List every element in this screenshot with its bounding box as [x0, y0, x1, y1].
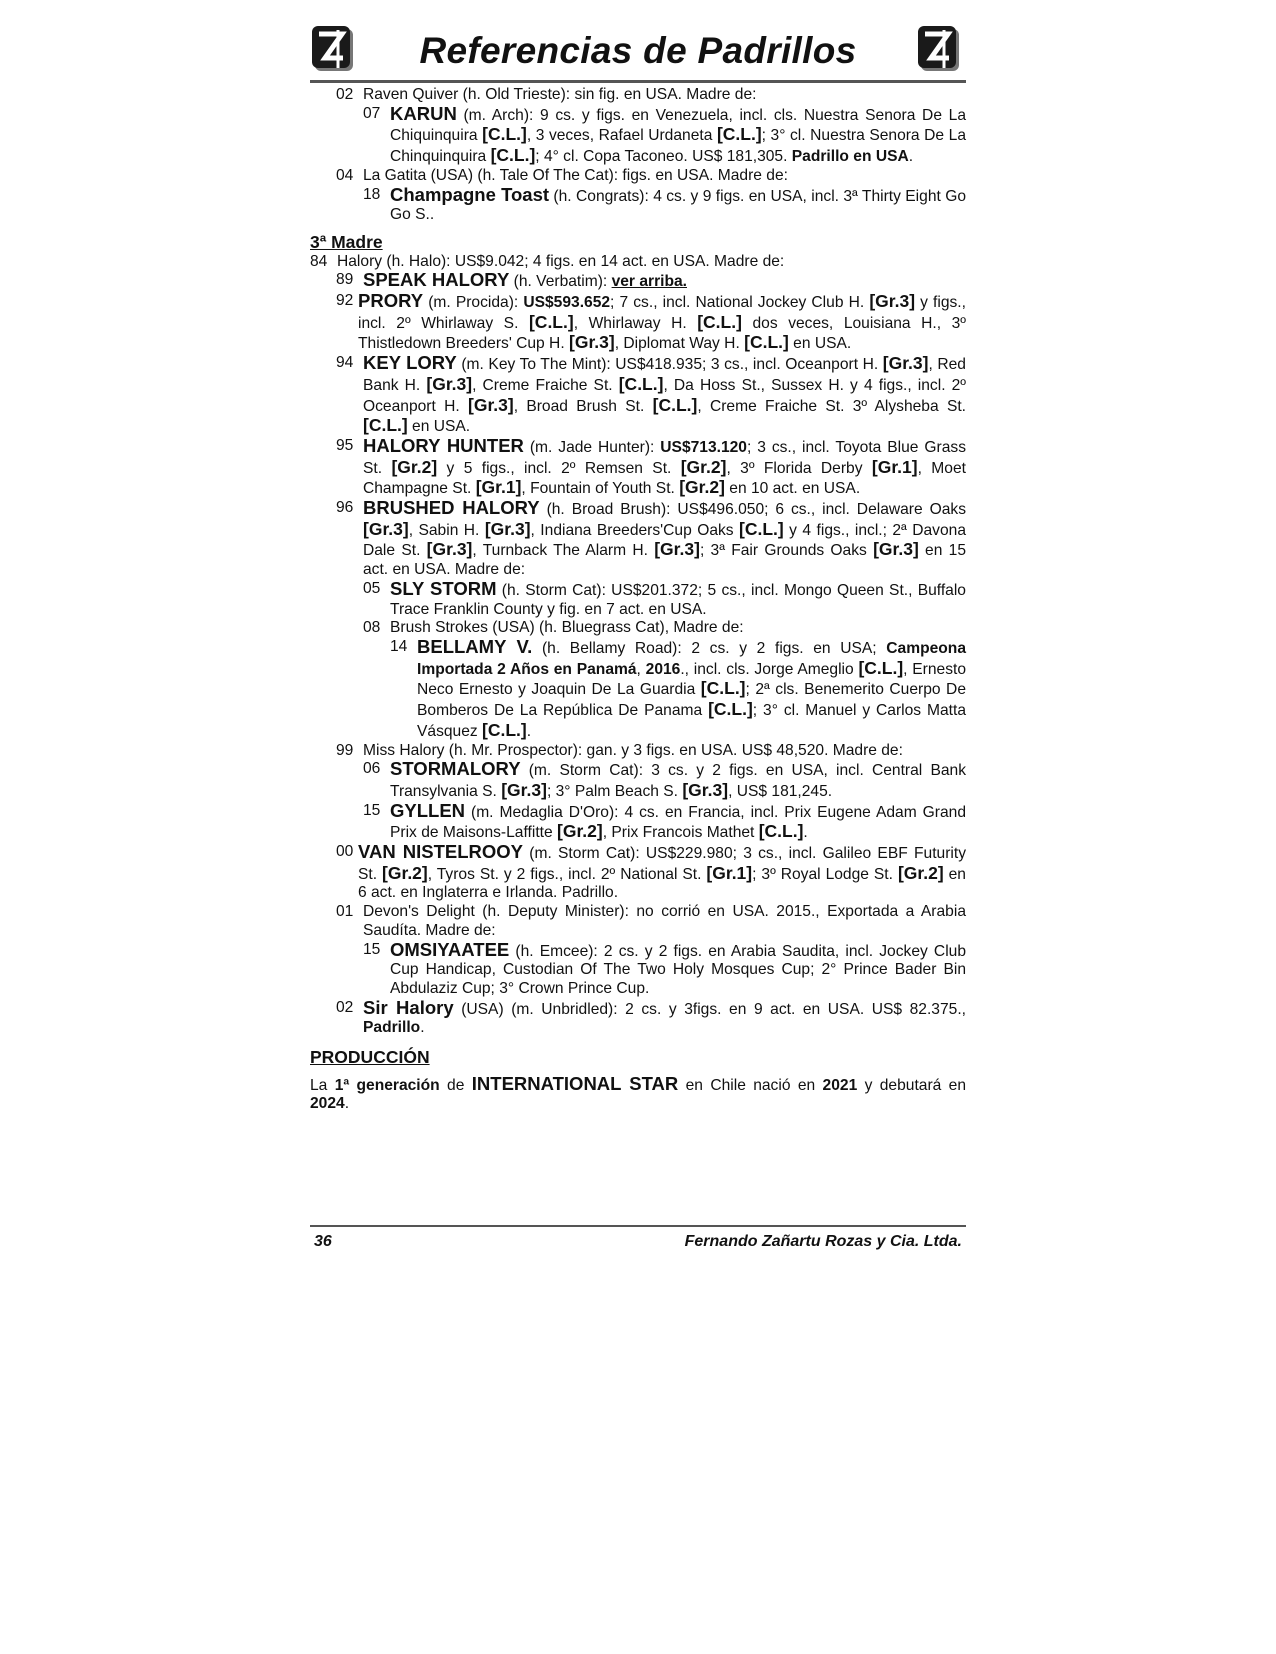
pedigree-entry: 06 STORMALORY (m. Storm Cat): 3 cs. y 2 figs. en USA, incl. Central Bank Transylvania S. [Gr.3]; 3° Palm Beach S. [Gr.3], US$ 181,245. — [363, 758, 966, 800]
pedigree-entry: 95 HALORY HUNTER (m. Jade Hunter): US$713.120; 3 cs., incl. Toyota Blue Grass St. [Gr.2] y 5 figs., incl. 2º Remsen St. [Gr.2], 3º Florida Derby [Gr.1], Moet Champagne St. [Gr.1], Fountain of Youth St. [Gr.2] en 10 act. en USA. — [336, 434, 966, 498]
pedigree-entry: 04 La Gatita (USA) (h. Tale Of The Cat): figs. en USA. Madre de: — [336, 166, 788, 184]
page — [310, 22, 966, 1114]
pedigree-entry: 02 Raven Quiver (h. Old Trieste): sin fig. en USA. Madre de: — [336, 86, 757, 103]
company-name: Fernando Zañartu Rozas y Cia. Ltda. — [684, 1233, 962, 1250]
page-footer — [310, 1225, 966, 1250]
pedigree-entry: 94 KEY LORY (m. Key To The Mint): US$418.935; 3 cs., incl. Oceanport H. [Gr.3], Red Bank H. [Gr.3], Creme Fraiche St. [C.L.], Da Hoss St., Sussex H. y 4 figs., incl. 2º Oceanport H. [Gr.3], Broad Brush St. [C.L.], Creme Fraiche St. 3º Alysheba St. [C.L.] en USA. — [336, 352, 967, 436]
pedigree-entry: 08 Brush Strokes (USA) (h. Bluegrass Cat), Madre de: — [363, 619, 744, 637]
pedigree-entry: 92 PRORY (m. Procida): US$593.652; 7 cs., incl. National Jockey Club H. [Gr.3] y figs., incl. 2º Whirlaway S. [C.L.], Whirlaway H. [C.L.] dos veces, Louisiana H., 3º Thistledown Breeders' Cup H. [Gr.3], Diplomat Way H. [C.L.] en USA. — [336, 290, 966, 353]
pedigree-entry: 96 BRUSHED HALORY (h. Broad Brush): US$496.050; 6 cs., incl. Delaware Oaks [Gr.3], Sabin H. [Gr.3], Indiana Breeders'Cup Oaks [C.L.] y 4 figs., incl.; 2ª Davona Dale St. [Gr.3], Turnback The Alarm H. [Gr.3]; 3ª Fair Grounds Oaks [Gr.3] en 15 act. en USA. Madre de: — [336, 497, 967, 579]
section-heading-3-madre: 3ª Madre — [310, 231, 383, 252]
page-number: 36 — [314, 1233, 332, 1250]
page-title: Referencias de Padrillos — [419, 30, 857, 71]
pedigree-entry: 02 Sir Halory (USA) (m. Unbridled): 2 cs. y 3figs. en 9 act. en USA. US$ 82.375., Padrillo. — [336, 996, 966, 1037]
document-body — [310, 86, 966, 1114]
pedigree-entry: 05 SLY STORM (h. Storm Cat): US$201.372; 5 cs., incl. Mongo Queen St., Buffalo Trace Franklin County y fig. en 7 act. en USA. — [363, 577, 966, 618]
pedigree-entry: 84 Halory (h. Halo): US$9.042; 4 figs. en 14 act. en USA. Madre de: — [310, 252, 785, 270]
page-header — [310, 22, 966, 83]
pedigree-entry: 14 BELLAMY V. (h. Bellamy Road): 2 cs. y 2 figs. en USA; Campeona Importada 2 Años en Panamá, 2016., incl. cls. Jorge Ameglio [C.L.], Ernesto Neco Ernesto y Joaquin De La Guardia [C.L.]; 2ª cls. Benemerito Cuerpo De Bomberos De La República De Panama [C.L.]; 3° cl. Manuel y Carlos Matta Vásquez [C.L.]. — [390, 635, 967, 740]
pedigree-entry: 07 KARUN (m. Arch): 9 cs. y figs. en Venezuela, incl. cls. Nuestra Senora De La Chiquinquira [C.L.], 3 veces, Rafael Urdaneta [C.L.]; 3° cl. Nuestra Senora De La Chinquinquira [C.L.]; 4° cl. Copa Taconeo. US$ 181,305. Padrillo en USA. — [363, 102, 967, 166]
pedigree-entry: 01 Devon's Delight (h. Deputy Minister): no corrió en USA. 2015., Exportada a Arabia Saudíta. Madre de: — [336, 903, 966, 939]
produccion-paragraph: La 1ª generación de INTERNATIONAL STAR en Chile nació en 2021 y debutará en 2024. — [310, 1072, 967, 1113]
pedigree-entry: 15 OMSIYAATEE (h. Emcee): 2 cs. y 2 figs. en Arabia Saudita, incl. Jockey Club Cup Handicap, Custodian Of The Two Holy Mosques Cup; 2° Prince Bader Bin Abdulaziz Cup; 3° Crown Prince Cup. — [363, 938, 966, 997]
ver-arriba-link[interactable]: ver arriba. — [611, 273, 687, 291]
pedigree-entry: 15 GYLLEN (m. Medaglia D'Oro): 4 cs. en Francia, incl. Prix Eugene Adam Grand Prix de Maisons-Laffitte [Gr.2], Prix Francois Mathet [C.L.]. — [363, 799, 966, 842]
section-heading-produccion: PRODUCCIÓN — [310, 1047, 430, 1068]
pedigree-entry: 99 Miss Halory (h. Mr. Prospector): gan. y 3 figs. en USA. US$ 48,520. Madre de: — [336, 741, 903, 759]
pedigree-entry: 18 Champagne Toast (h. Congrats): 4 cs. y 9 figs. en USA, incl. 3ª Thirty Eight Go Go S.. — [363, 183, 967, 224]
pedigree-entry: 00 VAN NISTELROOY (m. Storm Cat): US$229.980; 3 cs., incl. Galileo EBF Futurity St. [Gr.2], Tyros St. y 2 figs., incl. 2º National St. [Gr.1]; 3º Royal Lodge St. [Gr.2] en 6 act. en Inglaterra e Irlanda. Padrillo. — [336, 841, 966, 902]
pedigree-entry: 89 SPEAK HALORY (h. Verbatim): ver arriba. — [336, 269, 687, 291]
z-logo-icon — [916, 24, 962, 74]
